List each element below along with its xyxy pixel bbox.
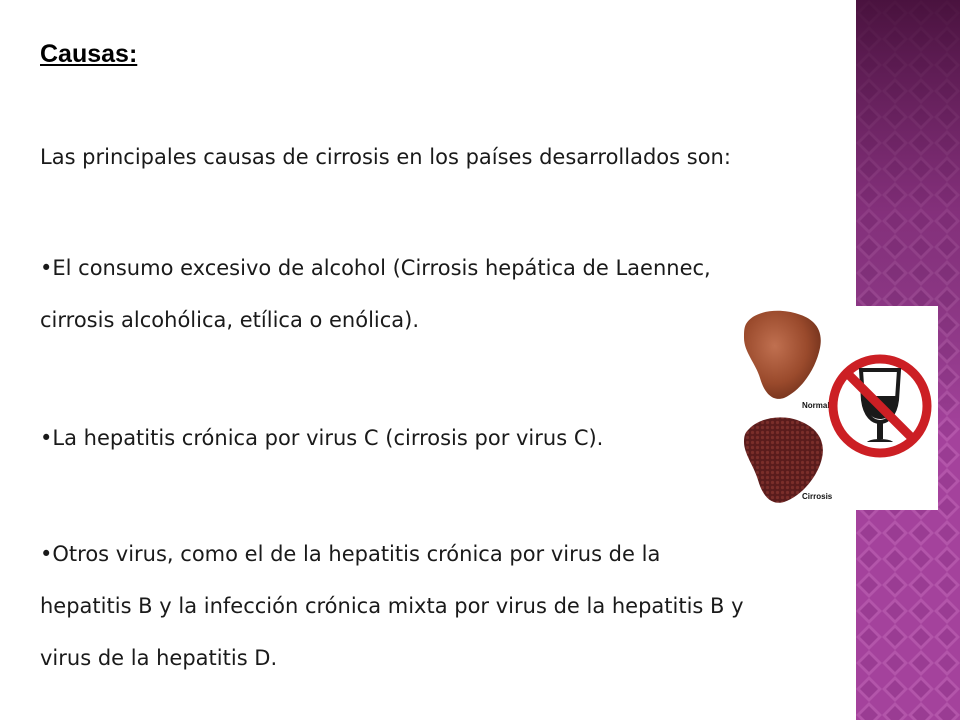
- bullet-line: •Otros virus, como el de la hepatitis crónica por virus de la: [40, 542, 661, 566]
- bullet-line: hepatitis B y la infección crónica mixta por virus de la hepatitis B y: [40, 594, 744, 618]
- slide-title: Causas:: [40, 40, 138, 68]
- liver-comparison-figure: [740, 306, 938, 510]
- label-cirrosis: Cirrosis: [802, 492, 833, 501]
- bullet-line: •El consumo excesivo de alcohol (Cirrosis hepática de Laennec,: [40, 256, 711, 280]
- bullet-alcohol: [40, 242, 711, 346]
- bullet-hepatitis-c: [40, 412, 603, 464]
- bullet-line: cirrosis alcohólica, etílica o enólica).: [40, 308, 420, 332]
- label-normal: Normal: [802, 401, 830, 410]
- bullet-line: •La hepatitis crónica por virus C (cirrosis por virus C).: [40, 426, 604, 450]
- bullet-line: virus de la hepatitis D.: [40, 646, 278, 670]
- bullet-other-viruses: [40, 528, 744, 684]
- no-alcohol-icon: [825, 308, 935, 504]
- intro-text: Las principales causas de cirrosis en los países desarrollados son:: [40, 145, 731, 169]
- liver-normal-icon: [740, 306, 830, 406]
